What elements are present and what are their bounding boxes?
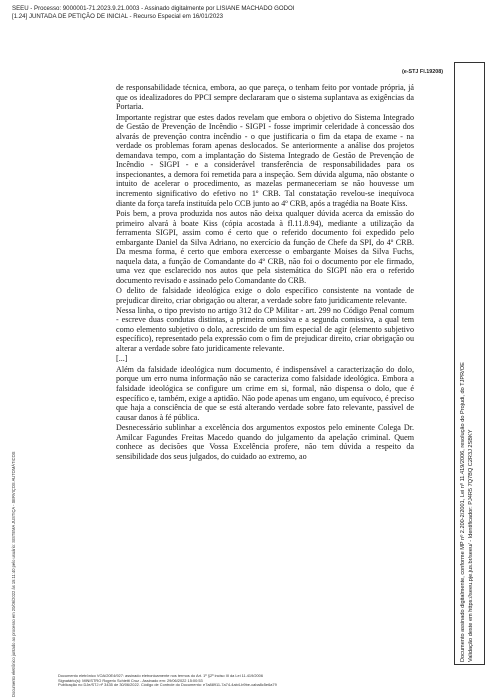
right-margin-stamp: [460, 62, 475, 662]
footer-line: Signatário(s): MINISTRO Rogerio Schietti Cruz - Assinado em: 29/06/2022 15:00:53: [58, 677, 203, 683]
paragraph: Pois bem, a prova produzida nos autos não deixa qualquer dúvida acerca da emissão do primeiro alvará à boate Kiss (cópia acostada à fl.11.8.94), mediante a utilização da ferramenta SIGPI, assim como é certo que o referido documento foi expedido pelo embargante Daniel da Silva Adriano, no exercício da função de Chefe da SPI, do 4º CRB. Da mesma forma, é certo que embora exercesse o embargante Moises da Silva Fuchs, naquela data, a função de Comandante do 4º CRB, não foi o documento por ele firmado, uma vez que esclarecido nos autos que pela sistemática do SIGPI não era o referido documento revisado e assinado pelo Comandante do CRB.: [116, 209, 414, 285]
document-body: [116, 83, 414, 461]
paragraph: Importante registrar que estes dados revelam que embora o objetivo do Sistema Integrado de Gestão de Prevenção de Incêndio - SIGPI - fosse imprimir celeridade à concessão dos alvarás de prevenção contra incêndio - o que justificaria o fim da etapa de exame - na verdade os problemas foram apenas deslocados. Se anteriormente a análise dos projetos demandava tempo, com a implantação do Sistema Integrado de Gestão de Prevenção de Incêndio - SIGPI - e a considerável transferência de responsabilidades para os inspecionantes, a demora foi remetida para a inspeção. Sem dúvida alguma, não obstante o intuito de acelerar o procedimento, as mazelas permaneceriam se não houvesse um incremento significativo do efetivo no 1º CRB. Tal constatação revelou-se inequívoca diante da força tarefa instituída pelo CCB junto ao 4º CRB, após a tragédia na Boate Kiss.: [116, 112, 414, 208]
paragraph: Nessa linha, o tipo previsto no artigo 312 do CP Militar - art. 299 no Código Penal comum - escreve duas condutas distintas, a primeira omissiva e a segunda comissiva, a qual tem como elemento subjetivo o dolo, acrescido de um fim especial de agir (elemento subjetivo específico), representado pela expressão com o fim de prejudicar direito, criar obrigação ou alterar a verdade sobre fato juridicamente relevante.: [116, 305, 414, 353]
paragraph: de responsabilidade técnica, embora, ao que pareça, o tenham feito por vontade própria, já que os idealizadores do PPCI sempre declararam que o sistema suplantava as exigências da Portaria.: [116, 83, 414, 112]
document-footer: [58, 674, 438, 688]
left-margin-stamp: [11, 297, 16, 697]
footer-line: Publicação no DJe/STJ nº 3435 de 30/06/2022. Código de Controle do Documento: e7a88911-7a74-4ab4-b9be-caba8c5e6a79: [58, 682, 277, 688]
footer-line: Documento eletrônico VOA/20E4/927: assinado eletronicamente nos termos do Art. 1º §2º inciso III da Lei 11.419/2006: [58, 673, 263, 678]
right-margin-validation-line: Validação deste em https://seeu.pje.jus.br/seeu/ - Identificador: PJ4R5 7Q7BQ C2R3J 2SBKY: [467, 429, 474, 662]
right-margin-signature-line: Documento assinado digitalmente, conforme MP nº 2.200-2/2001, Lei nº 11.419/2006, resolução do Projudi, do TJPR/OE: [460, 362, 466, 662]
paragraph: O delito de falsidade ideológica exige o dolo específico consistente na vontade de prejudicar direito, criar obrigação ou alterar, a verdade sobre fato juridicamente relevante.: [116, 286, 414, 306]
paragraph: Além da falsidade ideológica num documento, é indispensável a caracterização do dolo, porque um erro numa informação não se caracteriza como falsidade ideológica. Embora a falsidade ideológica se configure um crime em si, formal, não dispensa o dolo, que é específico e, também, exige a aptidão. Não pode apenas um engano, um equívoco, é preciso que haja a consciência de que se está alterando verdade sobre fato relevante, passível de causar danos à fé pública.: [116, 364, 414, 422]
header-juntada-line: [1.24] JUNTADA DE PETIÇÃO DE INICIAL - Recurso Especial em 16/01/2023: [12, 13, 223, 20]
paragraph: Desnecessário sublinhar a excelência dos argumentos expostos pelo eminente Colega Dr. Amilcar Fagundes Freitas Macedo quando do julgamento da apelação criminal. Quem conhece as decisões que Vossa Excelência profere, não tem dúvida a respeito da sensibilidade dos seus julgados, do cuidado ao extremo, ao: [116, 423, 414, 461]
left-margin-text: Documento eletrônico juntado ao processo em 20/06/2022 às 15:11:40 pelo usuário: SISTEMA JUSTIÇA - SERVIÇOS AUTOMÁTICOS: [11, 451, 16, 697]
ellipsis-marker: [...]: [116, 354, 128, 364]
document-header: [12, 5, 482, 21]
header-process-line: SEEU - Processo: 9000001-71.2023.9.21.0003 - Assinado digitalmente por LISIANE MACHADO GODOI: [12, 5, 295, 12]
stj-page-tag: (e-STJ Fl.19208): [401, 69, 443, 75]
